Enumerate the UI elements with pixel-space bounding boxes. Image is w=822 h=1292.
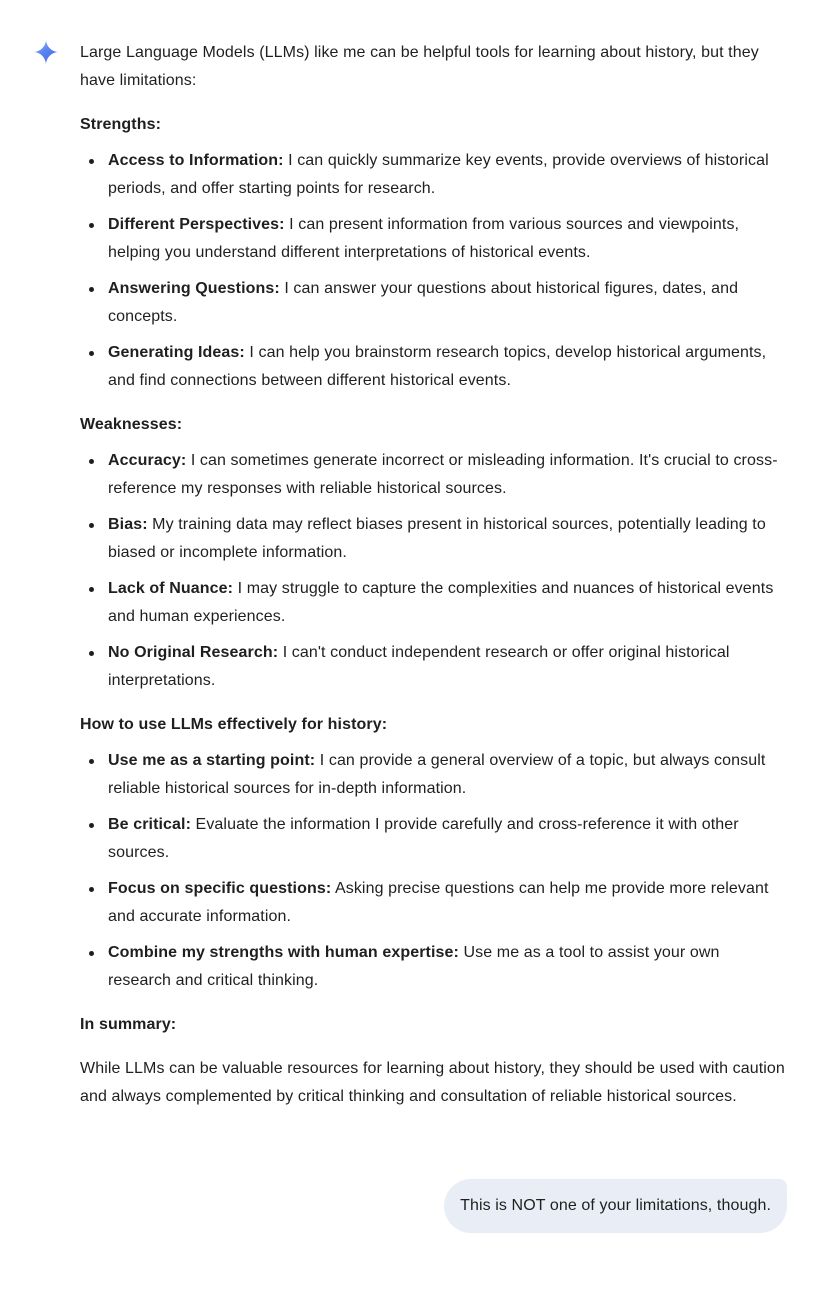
bullet-lead: Different Perspectives: (108, 216, 285, 233)
bullet-text: I can quickly summarize key events, provide overviews of historical periods, and offer starting points for research. (108, 152, 769, 197)
gemini-sparkle-icon (34, 40, 58, 64)
bullet-text: I can answer your questions about historical figures, dates, and concepts. (108, 280, 739, 325)
bullet-text: Evaluate the information I provide carefully and cross-reference it with other sources. (108, 816, 739, 861)
bullet-item (80, 939, 787, 995)
section-heading: In summary: (80, 1016, 177, 1033)
bullet-text: Asking precise questions can help me provide more relevant and accurate information. (108, 880, 769, 925)
bullet-list (80, 747, 787, 995)
assistant-sections (80, 111, 787, 1039)
bullet-lead: Combine my strengths with human expertise: (108, 944, 459, 961)
bullet-lead: Access to Information: (108, 152, 284, 169)
bullet-lead: Generating Ideas: (108, 344, 245, 361)
bullet-lead: Answering Questions: (108, 280, 280, 297)
bullet-item (80, 511, 787, 567)
bullet-text: I may struggle to capture the complexities and nuances of historical events and human experiences. (108, 580, 774, 625)
user-message-bubble (444, 1179, 787, 1233)
section-heading: Strengths: (80, 116, 161, 133)
bullet-item (80, 875, 787, 931)
bullet-item (80, 811, 787, 867)
intro-paragraph: Large Language Models (LLMs) like me can be helpful tools for learning about history, but they have limitations: (80, 44, 759, 89)
bullet-lead: Accuracy: (108, 452, 187, 469)
bullet-text: I can sometimes generate incorrect or misleading information. It's crucial to cross-reference my responses with reliable historical sources. (108, 452, 778, 497)
bullet-lead: Bias: (108, 516, 148, 533)
bullet-item (80, 147, 787, 203)
bullet-item (80, 275, 787, 331)
bullet-lead: Lack of Nuance: (108, 580, 234, 597)
bullet-item (80, 639, 787, 695)
closing-paragraph: While LLMs can be valuable resources for learning about history, they should be used with caution and always complemented by critical thinking and consultation of reliable historical sources. (80, 1060, 785, 1105)
bullet-list (80, 147, 787, 395)
bullet-text: I can help you brainstorm research topics, develop historical arguments, and find connections between different historical events. (108, 344, 767, 389)
bullet-lead: No Original Research: (108, 644, 279, 661)
bullet-item (80, 747, 787, 803)
bullet-text: Use me as a tool to assist your own research and critical thinking. (108, 944, 720, 989)
bullet-item (80, 339, 787, 395)
bullet-item (80, 447, 787, 503)
bullet-text: I can provide a general overview of a topic, but always consult reliable historical sources for in-depth information. (108, 752, 766, 797)
assistant-message-content (80, 0, 787, 1111)
bullet-text: I can present information from various sources and viewpoints, helping you understand different interpretations of historical events. (108, 216, 740, 261)
bullet-text: I can't conduct independent research or offer original historical interpretations. (108, 644, 730, 689)
bullet-text: My training data may reflect biases present in historical sources, potentially leading to biased or incomplete information. (108, 516, 766, 561)
section-heading: How to use LLMs effectively for history: (80, 716, 388, 733)
user-message-text: This is NOT one of your limitations, though. (460, 1197, 771, 1214)
bullet-item (80, 575, 787, 631)
bullet-lead: Use me as a starting point: (108, 752, 316, 769)
bullet-item (80, 211, 787, 267)
bullet-list (80, 447, 787, 695)
bullet-lead: Be critical: (108, 816, 192, 833)
bullet-lead: Focus on specific questions: (108, 880, 332, 897)
user-message-row (0, 1179, 822, 1233)
section-heading: Weaknesses: (80, 416, 183, 433)
